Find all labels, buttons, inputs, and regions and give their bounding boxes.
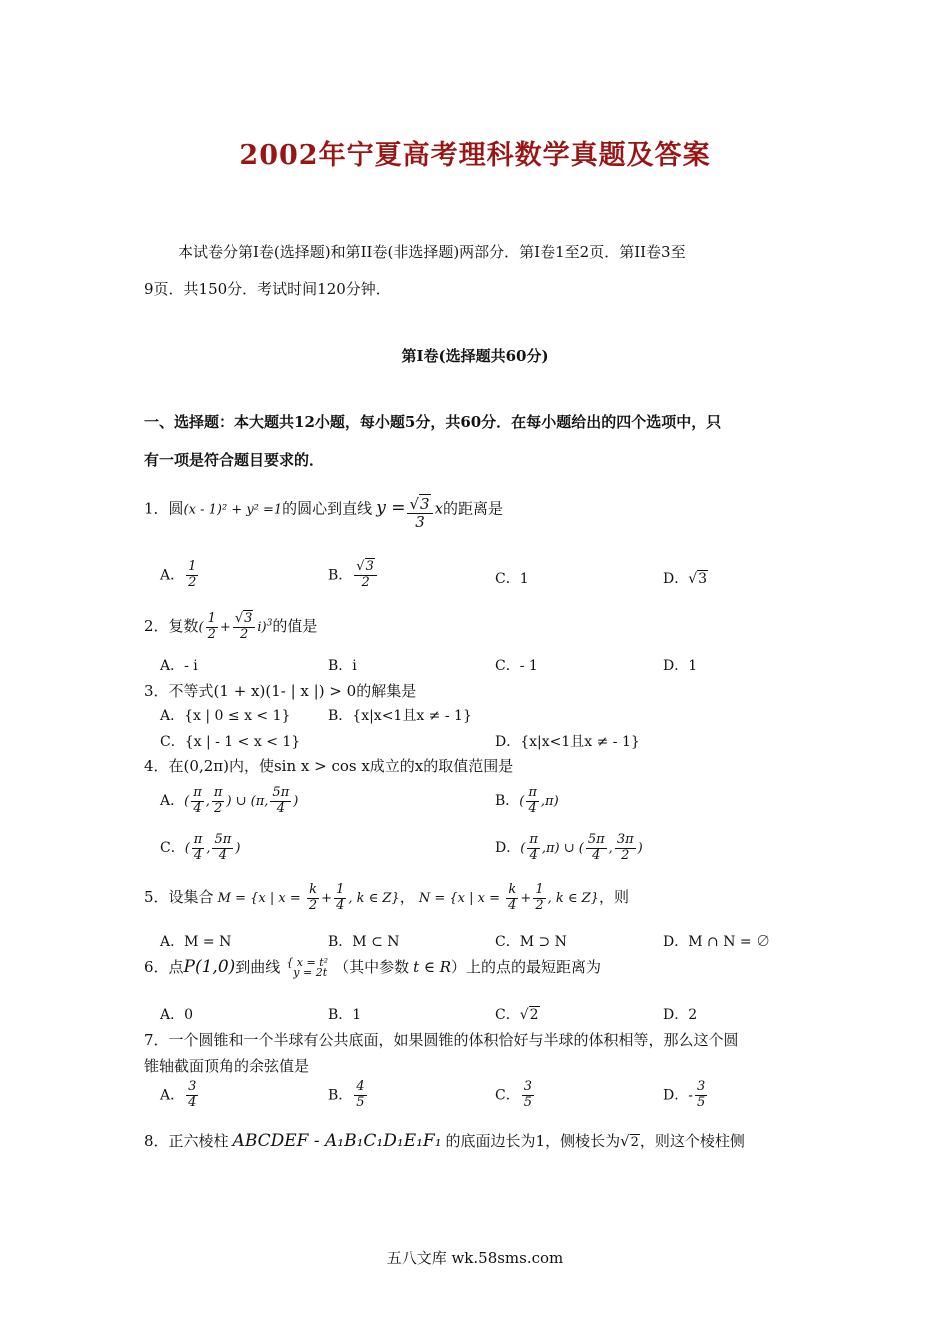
q7-option-c: C． $\frac{3}{5}$ (495, 1079, 532, 1110)
q1-option-d: D．√3 (663, 571, 708, 587)
q2-tail: 的值是 (272, 616, 318, 635)
intro-line-2: 9页．共150分．考试时间120分钟． (144, 280, 391, 298)
q2-option-c: C．- 1 (495, 658, 538, 674)
q6-option-d: D．2 (663, 1007, 698, 1023)
q1-circle-equation: (x - 1)² + y² =1 (183, 502, 283, 518)
q5-option-d: D．M ∩ N = ∅ (663, 934, 771, 950)
q1-number: 1．圆 (144, 499, 184, 518)
question-1: 1．圆(x - 1)² + y² =1的圆心到直线 y = $\frac{√3}{3}$ x的距离是 (144, 495, 504, 532)
q1-den: 3 (415, 513, 425, 532)
q6-option-c: C．√2 (495, 1007, 539, 1023)
question-4: 4．在(0,2π)内，使sin x > cos x成立的x的取值范围是 (144, 757, 514, 775)
q4-option-c: C．( $\frac{\pi}{4}$ , $\frac{5\pi}{4}$ ) (160, 832, 241, 863)
q2-option-b: B．i (328, 658, 357, 674)
q3-option-b: B．{x|x<1且x ≠ - 1} (328, 708, 472, 724)
q1-var: x (434, 499, 444, 518)
question-7-line-1: 7．一个圆锥和一个半球有公共底面，如果圆锥的体积恰好与半球的体积相等，那么这个圆 (144, 1031, 739, 1049)
q2-option-a: A．- i (160, 658, 198, 674)
question-3: 3．不等式(1 + x)(1- | x |) > 0的解集是 (144, 682, 417, 700)
q1-option-a: A． $\frac{1}{2}$ (160, 559, 197, 590)
q6-option-a: A．0 (160, 1007, 194, 1023)
q1-option-c: C．1 (495, 571, 529, 587)
q1-root: 3 (420, 495, 430, 513)
question-2: 2．复数( $\frac{1}{2}$ + $\frac{√3}{2}$ i)$^3$的值是 (144, 611, 318, 642)
q2-option-d: D．1 (663, 658, 698, 674)
q4-option-d: D．( $\frac{\pi}{4}$ ,π) ∪ ( $\frac{5\pi}{4}$ , $\frac{3\pi}{2}$ ) (495, 832, 643, 863)
q7-option-d: D．- $\frac{3}{5}$ (663, 1079, 706, 1110)
q1-option-b: B． $\frac{√3}{2}$ (328, 560, 379, 591)
q1-text: 的圆心到直线 (282, 499, 373, 518)
q1-tail: 的距离是 (443, 499, 504, 518)
q3-option-d: D．{x|x<1且x ≠ - 1} (495, 734, 640, 750)
question-6: 6．点P(1,0)到曲线 { x = t² y = 2t （其中参数 t ∈ R）上的点的最短距离为 (144, 956, 602, 979)
page-title: 2002年宁夏高考理科数学真题及答案 (239, 140, 711, 171)
q6-option-b: B．1 (328, 1007, 362, 1023)
q4-option-a: A．( $\frac{\pi}{4}$ , $\frac{\pi}{2}$ ) ∪ (π, $\frac{5\pi}{4}$ ) (160, 785, 299, 816)
part1-heading: 第Ⅰ卷(选择题共60分) (401, 347, 549, 365)
q5-option-a: A．M = N (160, 934, 232, 950)
q7-option-b: B． $\frac{4}{5}$ (328, 1079, 365, 1110)
q7-option-a: A． $\frac{3}{4}$ (160, 1079, 197, 1110)
q5-option-b: B．M ⊂ N (328, 934, 400, 950)
q3-option-a: A．{x | 0 ≤ x < 1} (160, 708, 291, 724)
question-7-line-2: 锥轴截面顶角的余弦值是 (144, 1057, 310, 1075)
q3-option-c: C．{x | - 1 < x < 1} (160, 734, 301, 750)
intro-line-1: 本试卷分第Ⅰ卷(选择题)和第II卷(非选择题)两部分．第Ⅰ卷1至2页．第II卷3至 (178, 243, 686, 261)
section1-line-2: 有一项是符合题目要求的． (144, 451, 325, 469)
question-8: 8．正六棱柱 ABCDEF - A₁B₁C₁D₁E₁F₁ 的底面边长为1，侧棱长为√2，则这个棱柱侧 (144, 1131, 745, 1151)
footer-source: 五八文库 wk.58sms.com (386, 1249, 564, 1267)
q1-line-lhs: y = (376, 498, 406, 519)
section1-line-1: 一、选择题：本大题共12小题，每小题5分，共60分．在每小题给出的四个选项中，只 (144, 413, 722, 431)
q5-option-c: C．M ⊃ N (495, 934, 567, 950)
q4-option-b: B．( $\frac{\pi}{4}$ ,π) (495, 785, 559, 816)
question-5: 5．设集合 M = {x | x = $\frac{k}{2}$ + $\frac{1}{4}$ , k ∈ Z}， N = {x | x = $\frac{k}{4}$ + $\frac{1}{2}$ , k ∈ Z}，则 (144, 882, 629, 913)
q2-number: 2．复数 (144, 616, 199, 635)
